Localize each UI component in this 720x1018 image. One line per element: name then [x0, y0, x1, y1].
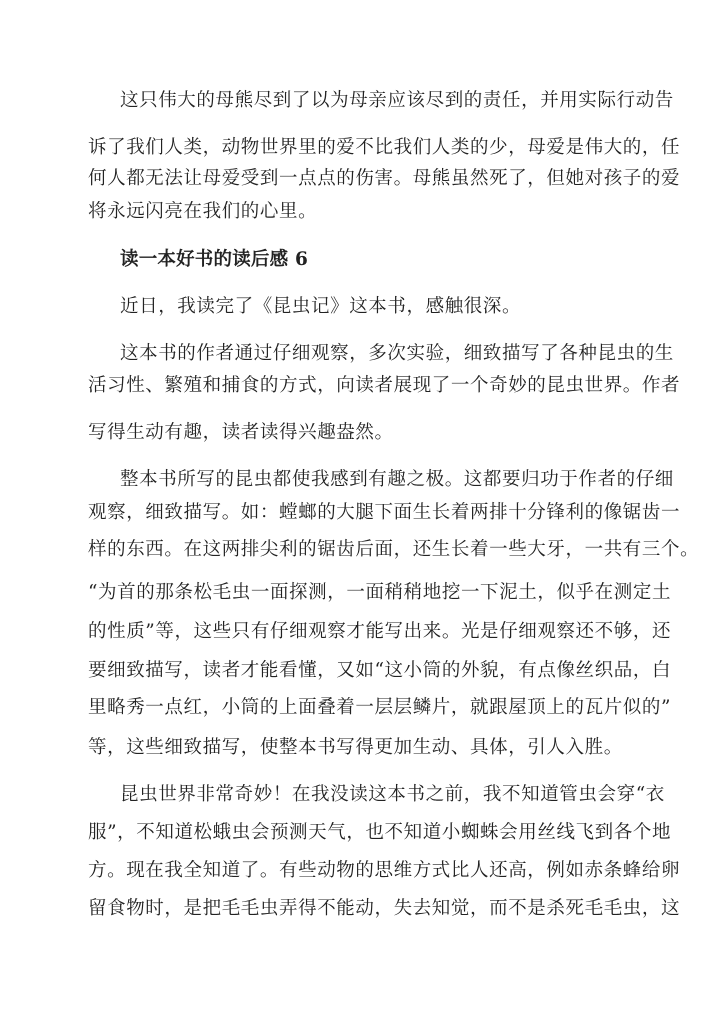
paragraph-line: 等，这些细致描写，使整本书写得更加生动、具体，引人入胜。	[88, 737, 623, 758]
paragraph-line: 昆虫世界非常奇妙！在我没读这本书之前，我不知道管虫会穿“衣	[120, 784, 665, 805]
paragraph-line: 近日，我读完了《昆虫记》这本书，感触很深。	[120, 296, 522, 317]
paragraph-line: 将永远闪亮在我们的心里。	[88, 201, 318, 222]
paragraph-line: 何人都无法让母爱受到一点点的伤害。母熊虽然死了，但她对孩子的爱	[88, 168, 681, 189]
paragraph-line: 活习性、繁殖和捕食的方式，向读者展现了一个奇妙的昆虫世界。作者	[88, 375, 681, 396]
paragraph-line: 里略秀一点红，小筒的上面叠着一层层鳞片，就跟屋顶上的瓦片似的”	[88, 697, 672, 718]
paragraph-line: 要细致描写，读者才能看懂，又如“这小筒的外貌，有点像丝织品，白	[88, 660, 672, 681]
paragraph-line: 方。现在我全知道了。有些动物的思维方式比人还高，例如赤条蜂给卵	[88, 860, 681, 881]
paragraph-line: 服”，不知道松蛾虫会预测天气，也不知道小蜘蛛会用丝线飞到各个地	[88, 822, 672, 843]
paragraph-line: 留食物时，是把毛毛虫弄得不能动，失去知觉，而不是杀死毛毛虫，这	[88, 898, 681, 919]
paragraph-line: 诉了我们人类，动物世界里的爱不比我们人类的少，母爱是伟大的，任	[88, 137, 681, 158]
paragraph-line: 整本书所写的昆虫都使我感到有趣之极。这都要归功于作者的仔细	[120, 469, 674, 490]
paragraph-line: 观察，细致描写。如：螳螂的大腿下面生长着两排十分锋利的像锯齿一	[88, 502, 681, 523]
paragraph-line: 这只伟大的母熊尽到了以为母亲应该尽到的责任，并用实际行动告	[120, 90, 674, 111]
paragraph-line: 样的东西。在这两排尖利的锯齿后面，还生长着一些大牙，一共有三个。	[88, 539, 700, 560]
paragraph-line: 这本书的作者通过仔细观察，多次实验，细致描写了各种昆虫的生	[120, 343, 674, 364]
paragraph-line: “为首的那条松毛虫一面探测，一面稍稍地挖一下泥土，似乎在测定土	[88, 582, 672, 603]
section-heading: 读一本好书的读后感 6	[120, 249, 309, 270]
paragraph-line: 的性质”等，这些只有仔细观察才能写出来。光是仔细观察还不够，还	[88, 621, 672, 642]
paragraph-line: 写得生动有趣，读者读得兴趣盎然。	[88, 422, 394, 443]
